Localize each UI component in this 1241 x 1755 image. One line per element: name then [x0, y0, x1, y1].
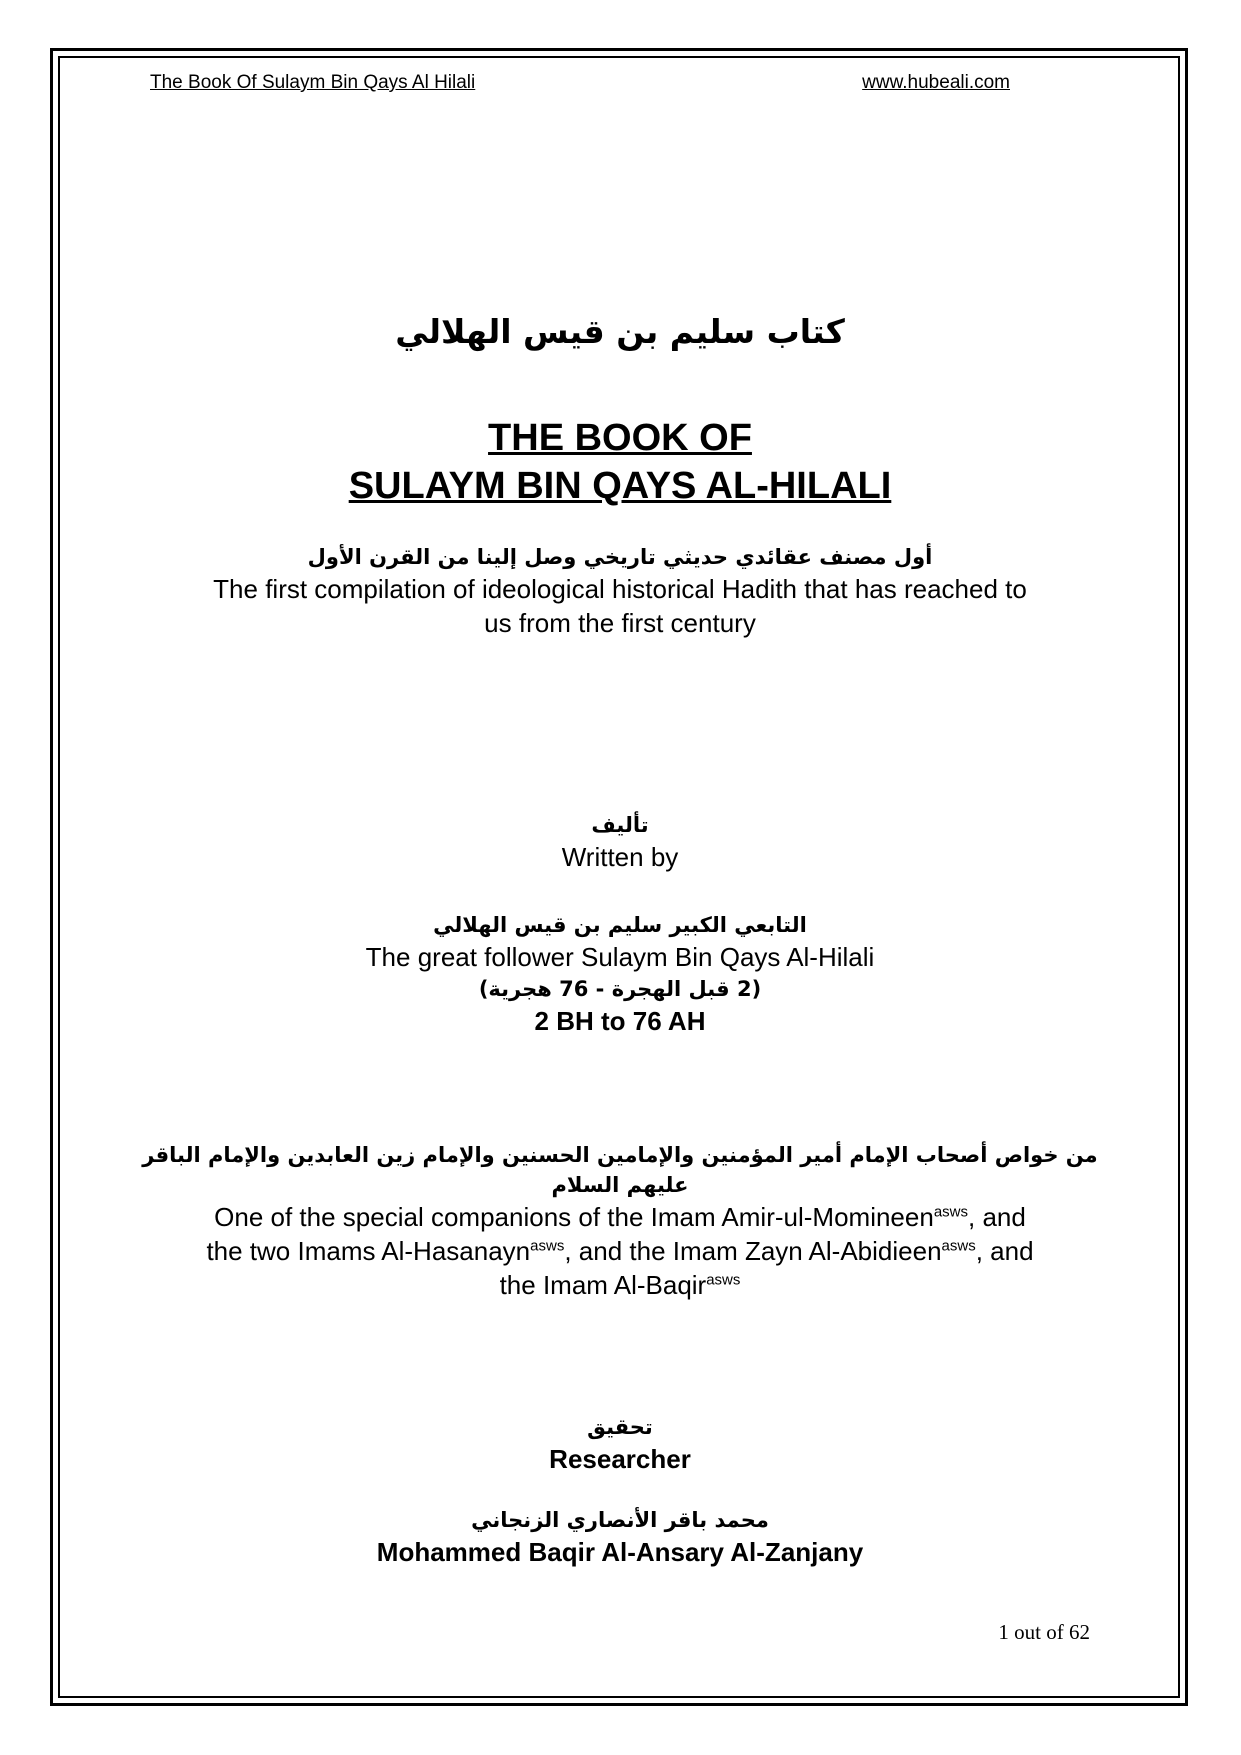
- arabic-researcher-name: محمد باقر الأنصاري الزنجاني: [471, 1508, 769, 1532]
- arabic-companions-line1: من خواص أصحاب الإمام أمير المؤمنين والإمامين الحسنين والإمام زين العابدين والإمام الباقر: [142, 1143, 1098, 1167]
- subtitle-block: [140, 542, 1100, 640]
- arabic-title: كتاب سليم بن قيس الهلالي: [395, 312, 845, 351]
- arabic-subtitle: أول مصنف عقائدي حديثي تاريخي وصل إلينا من القرن الأول: [307, 545, 933, 569]
- english-title: [140, 414, 1100, 510]
- researcher-label-block: [140, 1412, 1100, 1476]
- english-title-line1: THE BOOK OF: [488, 417, 752, 459]
- author-label-block: [140, 810, 1100, 874]
- arabic-researcher-label: تحقيق: [587, 1415, 653, 1439]
- researcher-name-block: [140, 1505, 1100, 1569]
- english-author-dates: 2 BH to 76 AH: [534, 1006, 706, 1036]
- english-companions-line3: [140, 1268, 1100, 1302]
- english-subtitle-line2: us from the first century: [484, 608, 756, 638]
- companions-block: [140, 1140, 1100, 1302]
- author-block: [140, 910, 1100, 1038]
- honorific-superscript: asws: [941, 1237, 976, 1255]
- arabic-written-by: تأليف: [591, 813, 649, 837]
- english-title-line2: SULAYM BIN QAYS AL-HILALI: [348, 465, 892, 507]
- honorific-superscript: asws: [530, 1237, 565, 1255]
- companions-text: , and the Imam Zayn Al-Abidieen: [564, 1236, 942, 1266]
- arabic-companions-line2: عليهم السلام: [551, 1173, 689, 1197]
- honorific-superscript: asws: [933, 1203, 969, 1221]
- companions-text: , and: [975, 1236, 1034, 1266]
- arabic-author-name: التابعي الكبير سليم بن قيس الهلالي: [433, 913, 807, 937]
- english-author-name: The great follower Sulaym Bin Qays Al-Hilali: [365, 942, 875, 972]
- honorific-superscript: asws: [706, 1271, 741, 1289]
- companions-text: the Imam Al-Baqir: [499, 1270, 707, 1300]
- companions-text: , and: [968, 1202, 1026, 1232]
- english-subtitle-line1: The first compilation of ideological historical Hadith that has reached to: [213, 574, 1027, 604]
- english-companions-line2: [140, 1234, 1100, 1268]
- header-website-link[interactable]: www.hubeali.com: [862, 72, 1010, 93]
- english-written-by: Written by: [561, 842, 679, 872]
- english-researcher-name: Mohammed Baqir Al-Ansary Al-Zanjany: [376, 1537, 864, 1567]
- header-book-title: The Book Of Sulaym Bin Qays Al Hilali: [150, 72, 476, 93]
- english-researcher-label: Researcher: [549, 1444, 691, 1474]
- companions-text: One of the special companions of the Imam Amir-ul-Momineen: [214, 1202, 934, 1232]
- arabic-author-dates: (2 قبل الهجرة - 76 هجرية): [478, 977, 762, 1001]
- page-number: 1 out of 62: [998, 1620, 1090, 1644]
- english-companions-line1: [140, 1200, 1100, 1234]
- companions-text: the two Imams Al-Hasanayn: [206, 1236, 531, 1266]
